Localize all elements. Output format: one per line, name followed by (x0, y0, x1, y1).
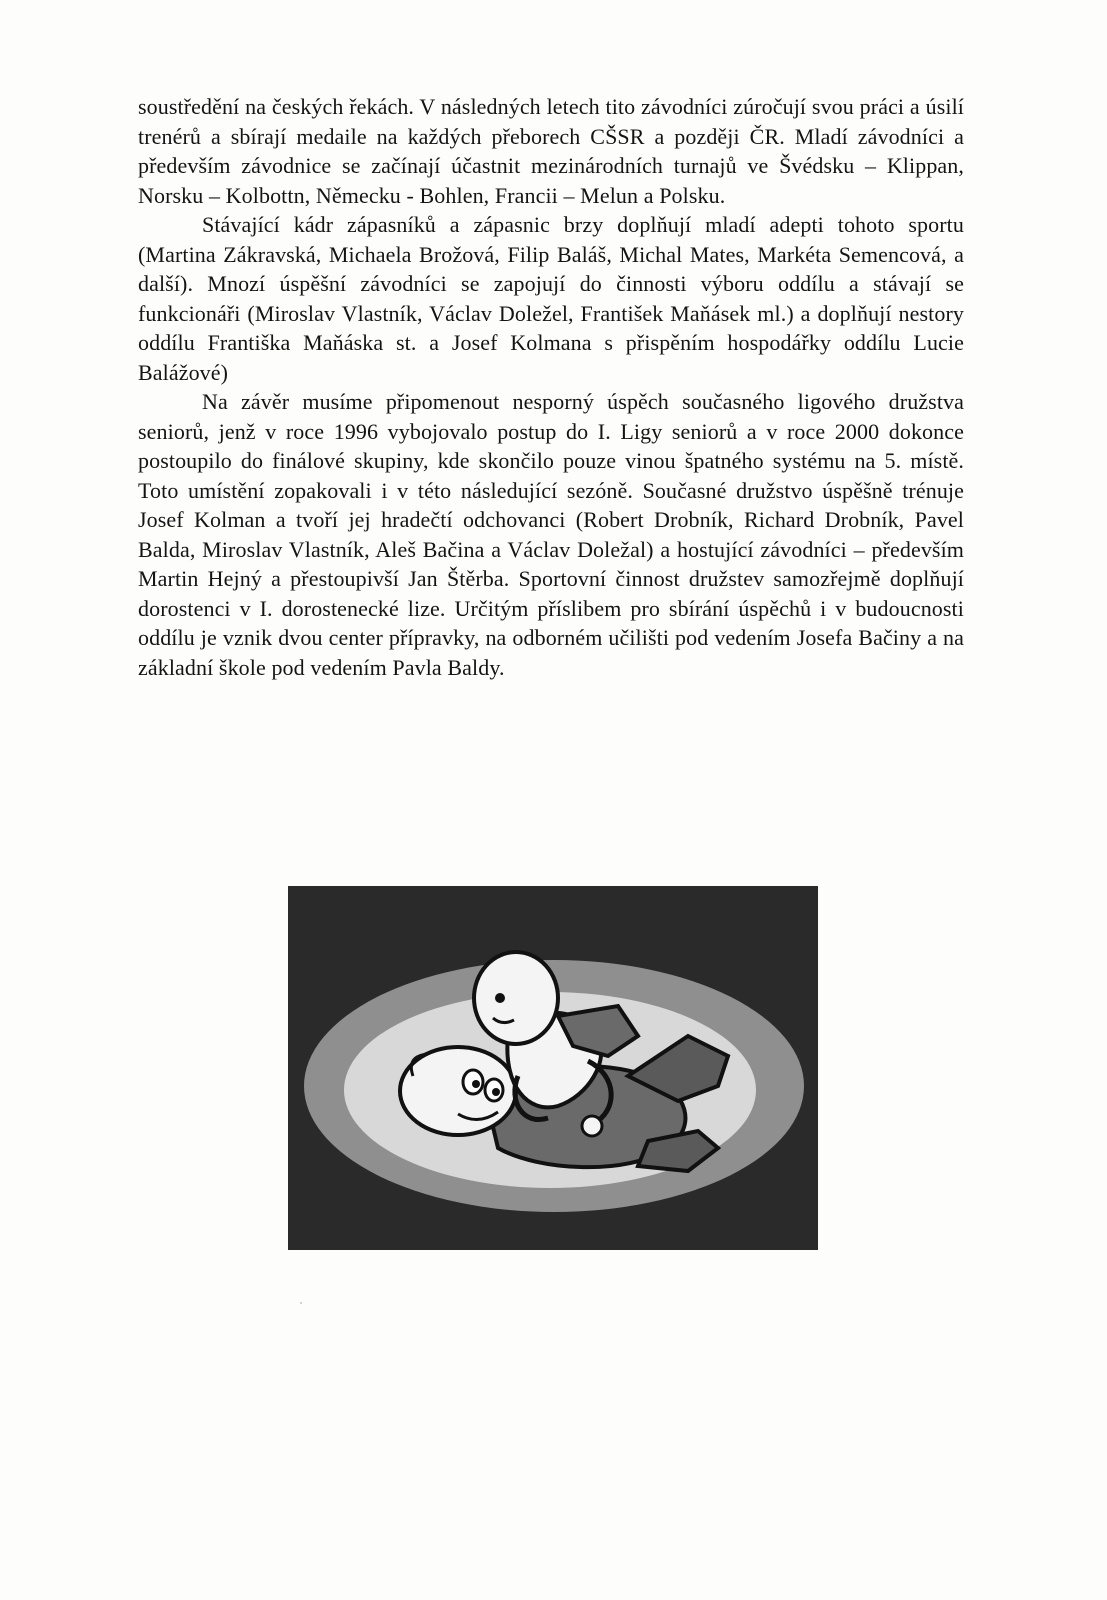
scan-speck (300, 1302, 302, 1304)
paragraph-3: Na závěr musíme připomenout nesporný úspěch současného ligového družstva seniorů, jenž v roce 1996 vybojovalo postup do I. Ligy seniorů a v roce 2000 dokonce postoupilo do finálové skupiny, kde skončilo pouze vinou špatného systému na 5. místě. Toto umístění zopakovali i v této následující sezóně. Současné družstvo úspěšně trénuje Josef Kolman a tvoří jej hradečtí odchovanci (Robert Drobník, Richard Drobník, Pavel Balda, Miroslav Vlastník, Aleš Bačina a Václav Doležal) a hostující závodníci – především Martin Hejný a přestoupivší Jan Štěrba. Sportovní činnost družstev samozřejmě doplňují dorostenci v I. dorostenecké lize. Určitým příslibem pro sbírání úspěchů i v budoucnosti oddílu je vznik dvou center přípravky, na odborném učilišti pod vedením Josefa Bačiny a na základní škole pod vedením Pavla Baldy. (138, 389, 964, 680)
top-wrestler-head (474, 952, 558, 1044)
document-body-text (138, 92, 964, 682)
wrestling-cartoon-icon (288, 886, 818, 1250)
paragraph-1: soustředění na českých řekách. V následných letech tito závodníci zúročují svou práci a úsilí trenérů a sbírají medaile na každých přeborech CŠSR a později ČR. Mladí závodníci a především závodnice se začínají účastnit mezinárodních turnajů ve Švédsku – Klippan, Norsku – Kolbottn, Německu - Bohlen, Francii – Melun a Polsku. (138, 94, 964, 208)
paragraph-2: Stávající kádr zápasníků a zápasnic brzy doplňují mladí adepti tohoto sportu (Martina Zákravská, Michaela Brožová, Filip Baláš, Michal Mates, Markéta Semencová, a další). Mnozí úspěšní závodníci se zapojují do činnosti výboru oddílu a stávají se funkcionáři (Miroslav Vlastník, Václav Doležel, František Maňásek ml.) a doplňují nestory oddílu Františka Maňáska st. a Josef Kolmana s přispěním hospodářky oddílu Lucie Balážové) (138, 212, 964, 385)
wrestling-cartoon-image (288, 886, 818, 1250)
